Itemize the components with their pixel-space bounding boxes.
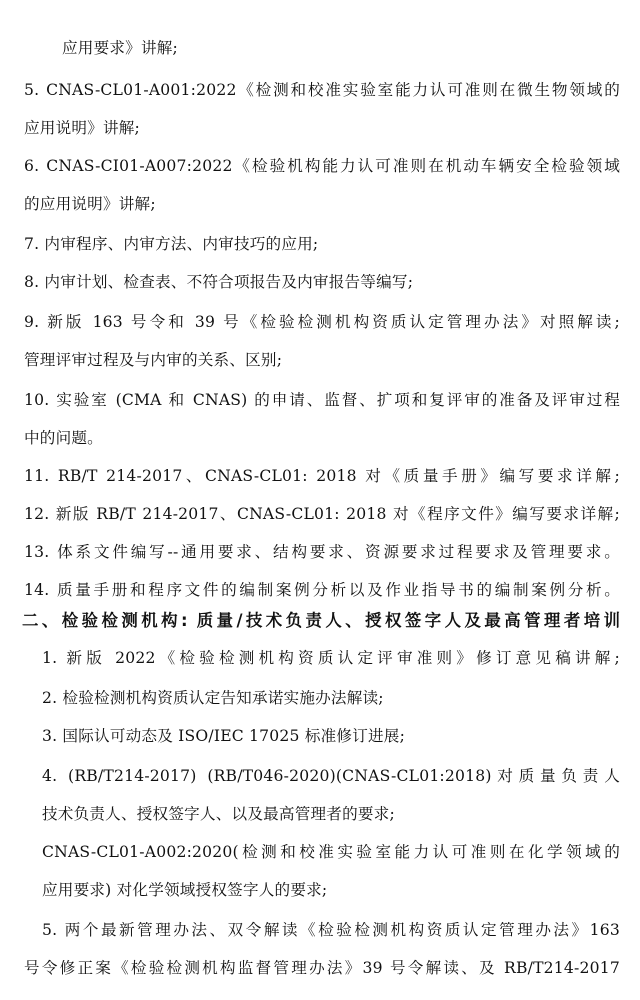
text-line: 11. RB/T 214-2017、CNAS-CL01: 2018 对《质量手册》编写要求详解; — [24, 467, 620, 485]
text-line: 7. 内审程序、内审方法、内审技巧的应用; — [24, 235, 319, 253]
text-line: 技术负责人、授权签字人、以及最高管理者的要求; — [42, 805, 395, 823]
text-line: 4. (RB/T214-2017) (RB/T046-2020)(CNAS-CL01:2018)对质量负责人 — [42, 767, 620, 785]
text-line: 13. 体系文件编写--通用要求、结构要求、资源要求过程要求及管理要求。 — [24, 543, 620, 561]
text-line: 5. CNAS-CL01-A001:2022《检测和校准实验室能力认可准则在微生物领域的 — [24, 81, 620, 99]
text-line: 8. 内审计划、检查表、不符合项报告及内审报告等编写; — [24, 273, 414, 291]
text-line: 应用说明》讲解; — [24, 119, 141, 137]
text-line: 1. 新版 2022《检验检测机构资质认定评审准则》修订意见稿讲解; — [42, 649, 620, 667]
text-line: 管理评审过程及与内审的关系、区别; — [24, 351, 283, 369]
text-line: 应用要求》讲解; — [62, 39, 179, 57]
text-line: 14. 质量手册和程序文件的编制案例分析以及作业指导书的编制案例分析。 — [24, 581, 620, 599]
text-line: CNAS-CL01-A002:2020(检测和校准实验室能力认可准则在化学领域的 — [42, 843, 620, 861]
text-line: 应用要求) 对化学领域授权签字人的要求; — [42, 881, 328, 899]
text-line: 2. 检验检测机构资质认定告知承诺实施办法解读; — [42, 689, 384, 707]
text-line: 的应用说明》讲解; — [24, 195, 156, 213]
text-line: 9. 新版 163 号令和 39 号《检验检测机构资质认定管理办法》对照解读; — [24, 313, 620, 331]
text-line: 12. 新版 RB/T 214-2017、CNAS-CL01: 2018 对《程序文件》编写要求详解; — [24, 505, 620, 523]
text-line: 10. 实验室 (CMA 和 CNAS) 的申请、监督、扩项和复评审的准备及评审过程 — [24, 391, 620, 409]
text-line: 号令修正案《检验检测机构监督管理办法》39 号令解读、及 RB/T214-2017 — [24, 959, 620, 977]
text-line: 6. CNAS-CI01-A007:2022《检验机构能力认可准则在机动车辆安全检验领域 — [24, 157, 620, 175]
text-line: 3. 国际认可动态及 ISO/IEC 17025 标准修订进展; — [42, 727, 406, 745]
text-line: 中的问题。 — [24, 429, 103, 447]
text-line: 5. 两个最新管理办法、双令解读《检验检测机构资质认定管理办法》163 — [42, 921, 620, 939]
section-heading: 二、检验检测机构: 质量/技术负责人、授权签字人及最高管理者培训 — [22, 611, 620, 630]
